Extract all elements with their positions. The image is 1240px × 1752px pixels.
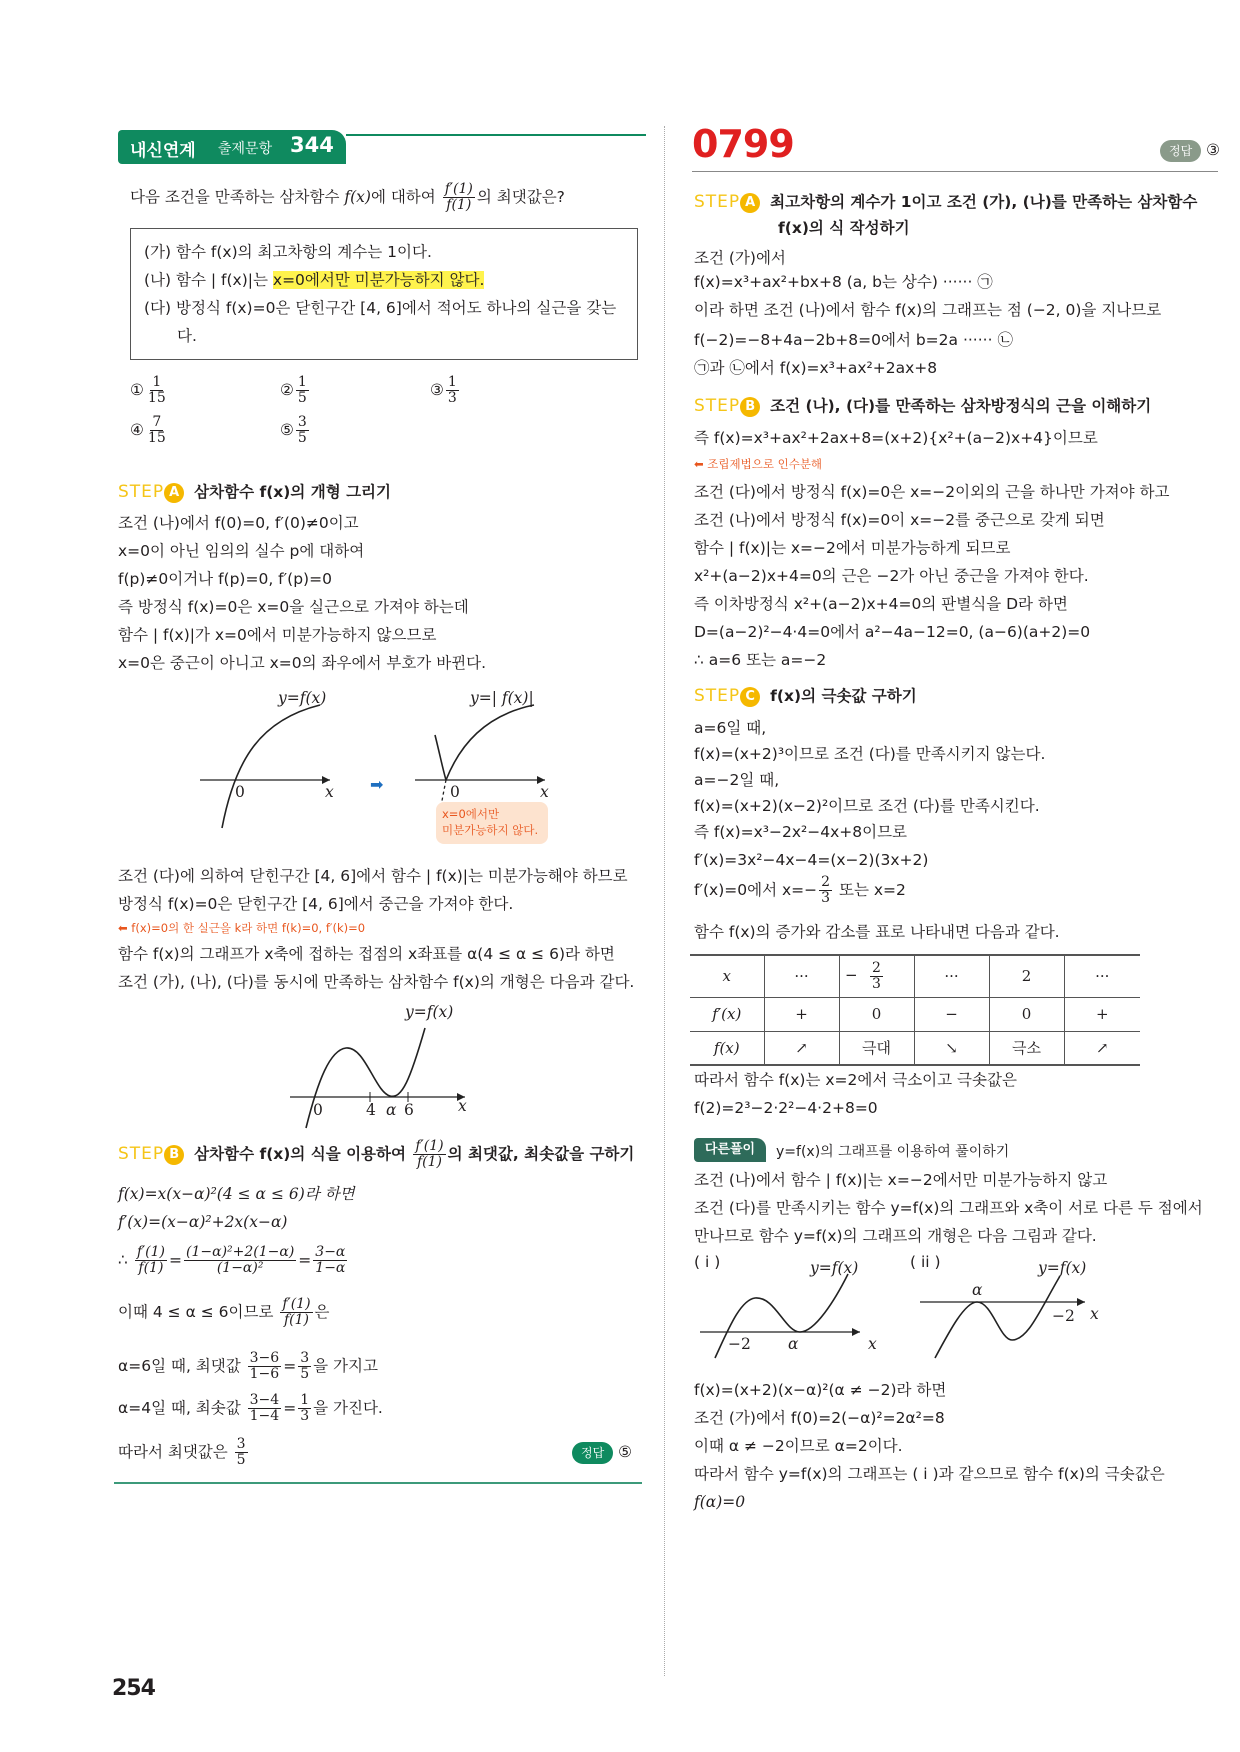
right-step-a-line: 조건 (가)에서 bbox=[694, 249, 786, 267]
graph1-zero-label: 0 bbox=[235, 783, 245, 801]
right-step-c-line: f(x)=(x+2)³이므로 조건 (다)를 만족시키지 않는다. bbox=[694, 745, 1046, 763]
right-step-c-line: f′(x)=3x²−4x−4=(x−2)(3x+2) bbox=[694, 851, 929, 869]
graph2-x-label: x bbox=[540, 783, 549, 801]
case-2-tick-neg2: −2 bbox=[1052, 1307, 1075, 1325]
table-row: f′(x) + 0 − 0 + bbox=[690, 997, 1140, 1031]
left-note: ⬅ f(x)=0의 한 실근을 k라 하면 f(k)=0, f′(k)=0 bbox=[118, 921, 366, 935]
left-step-b-heading: STEP B 삼차함수 f(x)의 식을 이용하여 $\frac{f'(1)}{f(1)}$ 의 최댓값, 최솟값을 구하기 bbox=[118, 1138, 635, 1170]
right-step-b-line: D=(a−2)²−4·4=0에서 a²−4a−12=0, (a−6)(a+2)=0 bbox=[694, 623, 1091, 641]
right-step-b-line: 함수 | f(x)|는 x=−2에서 미분가능하게 되므로 bbox=[694, 539, 1011, 557]
condition-ga: (가) 함수 f(x)의 최고차항의 계수는 1이다. bbox=[144, 243, 432, 261]
left-step-b-ratio: ∴ $\frac{f'(1)}{f(1)}$ = $\frac{\text{(1−α)²+2(1−α)}}{\text{(1−α)²}}$ = $\frac{3-\alpha}{1-\alpha}$ bbox=[118, 1244, 346, 1276]
highlighted-condition: x=0에서만 미분가능하지 않다. bbox=[272, 271, 485, 289]
case-2-graph-label: y=f(x) bbox=[1038, 1259, 1087, 1277]
case-1-tick-neg2: −2 bbox=[728, 1335, 751, 1353]
graph2-zero-label: 0 bbox=[450, 783, 460, 801]
graph3-tick-6: 6 bbox=[404, 1101, 414, 1119]
case-2-x-label: x bbox=[1090, 1305, 1099, 1323]
left-step-a-line: x=0이 아닌 임의의 실수 p에 대하여 bbox=[118, 542, 365, 560]
right-step-c-line: f(x)=(x+2)(x−2)²이므로 조건 (다)를 만족시킨다. bbox=[694, 797, 1040, 815]
banner-rule bbox=[346, 134, 646, 136]
problem-number: 0799 bbox=[692, 122, 794, 166]
increase-decrease-table bbox=[690, 954, 1140, 1066]
condition-da-cont: 다. bbox=[177, 327, 197, 345]
alt-line: 조건 (나)에서 함수 | f(x)|는 x=−2에서만 미분가능하지 않고 bbox=[694, 1171, 1108, 1189]
column-divider bbox=[664, 126, 665, 1676]
left-step-a-heading: STEP A 삼차함수 f(x)의 개형 그리기 bbox=[118, 482, 392, 502]
left-step-a-line: 조건 (가), (나), (다)를 동시에 만족하는 삼차함수 f(x)의 개형은 다음과 같다. bbox=[118, 973, 635, 991]
left-step-b-conclusion: 따라서 최댓값은 $\frac{3}{5}$ bbox=[118, 1436, 246, 1468]
left-bottom-rule bbox=[114, 1482, 642, 1484]
case-1-tick-alpha: α bbox=[788, 1335, 799, 1353]
left-step-a-line: 함수 | f(x)|가 x=0에서 미분가능하지 않으므로 bbox=[118, 626, 437, 644]
alt-line: 만나므로 함수 y=f(x)의 그래프의 개형은 다음 그림과 같다. bbox=[694, 1227, 1097, 1245]
alt-line: f(x)=(x+2)(x−α)²(α ≠ −2)라 하면 bbox=[694, 1381, 947, 1399]
graph2-label: y=| f(x)| bbox=[470, 689, 534, 707]
condition-da: (다) 방정식 f(x)=0은 닫힌구간 [4, 6]에서 적어도 하나의 실근을 갖는 bbox=[144, 299, 617, 317]
banner-prefix: 내신연계 bbox=[130, 141, 196, 161]
right-step-a-line: f(−2)=−8+4a−2b+8=0에서 b=2a ······ ㉡ bbox=[694, 331, 1013, 349]
alt-solution-badge: 다른풀이 bbox=[694, 1138, 766, 1162]
left-step-a-line: 즉 방정식 f(x)=0은 x=0을 실근으로 가져야 하는데 bbox=[118, 598, 469, 616]
right-step-b-line: 조건 (나)에서 방정식 f(x)=0이 x=−2를 중근으로 갖게 되면 bbox=[694, 511, 1105, 529]
choice-5[interactable]: ⑤ $\frac{3}{5}$ bbox=[280, 414, 307, 446]
right-step-b-line: x²+(a−2)x+4=0의 근은 −2가 아닌 중근을 가져야 한다. bbox=[694, 567, 1089, 585]
right-step-c-after: f(2)=2³−2·2²−4·2+8=0 bbox=[694, 1099, 878, 1117]
left-step-b-range: 이때 4 ≤ α ≤ 6이므로 $\frac{f'(1)}{f(1)}$ 은 bbox=[118, 1296, 330, 1328]
answer-value: ⑤ bbox=[618, 1443, 633, 1461]
banner-label: 출제문항 bbox=[218, 141, 273, 157]
right-step-c-line: a=6일 때, bbox=[694, 719, 767, 737]
case-2-label: ( ii ) bbox=[910, 1253, 941, 1271]
right-step-b-line: ∴ a=6 또는 a=−2 bbox=[694, 651, 827, 669]
alt-line: 따라서 함수 y=f(x)의 그래프는 ( i )과 같으므로 함수 f(x)의 극솟값은 bbox=[694, 1465, 1165, 1483]
graph3-tick-4: 4 bbox=[366, 1101, 376, 1119]
choice-1[interactable]: ① $\frac{1}{15}$ bbox=[130, 374, 166, 406]
choice-3[interactable]: ③ $\frac{1}{3}$ bbox=[430, 374, 457, 406]
graph1-x-label: x bbox=[325, 783, 334, 801]
table-row: f(x) ↗ 극대 ↘ 극소 ↗ bbox=[690, 1031, 1140, 1065]
case-1-label: ( i ) bbox=[694, 1253, 721, 1271]
arrow-icon: ➡ bbox=[370, 775, 384, 794]
alt-line: 조건 (다)를 만족시키는 함수 y=f(x)의 그래프와 x축이 서로 다른 두 점에서 bbox=[694, 1199, 1203, 1217]
right-step-c-line: 즉 f(x)=x³−2x²−4x+8이므로 bbox=[694, 823, 908, 841]
right-step-b-heading: STEP B 조건 (나), (다)를 만족하는 삼차방정식의 근을 이해하기 bbox=[694, 396, 1152, 416]
right-step-c-critical: f′(x)=0에서 x=− $\frac{2}{3}$ 또는 x=2 bbox=[694, 874, 906, 906]
left-step-a-line: 조건 (다)에 의하여 닫힌구간 [4, 6]에서 함수 | f(x)|는 미분가능해야 하므로 bbox=[118, 867, 628, 885]
choice-2[interactable]: ② $\frac{1}{5}$ bbox=[280, 374, 307, 406]
table-row: x ··· $\frac{2}{3}$ ··· 2 ··· bbox=[690, 955, 1140, 997]
case-1-x-label: x bbox=[868, 1335, 877, 1353]
right-step-c-line: a=−2일 때, bbox=[694, 771, 780, 789]
right-step-a-line: ㉠과 ㉡에서 f(x)=x³+ax²+2ax+8 bbox=[694, 359, 938, 377]
banner-number: 344 bbox=[290, 133, 334, 157]
alt-line: 이때 α ≠ −2이므로 α=2이다. bbox=[694, 1437, 903, 1455]
right-step-a-heading: STEP A 최고차항의 계수가 1이고 조건 (가), (나)를 만족하는 삼차함수 bbox=[694, 192, 1198, 212]
condition-na: (나) 함수 | f(x)|는 x=0에서만 미분가능하지 않다. bbox=[144, 271, 485, 289]
left-step-a-line: 함수 f(x)의 그래프가 x축에 접하는 접점의 x좌표를 α(4 ≤ α ≤ 6)라 하면 bbox=[118, 945, 615, 963]
case-1-graph-label: y=f(x) bbox=[810, 1259, 859, 1277]
right-step-b-line: 즉 f(x)=x³+ax²+2ax+8=(x+2){x²+(a−2)x+4}이므로 bbox=[694, 429, 1098, 447]
right-step-b-line: 조건 (다)에서 방정식 f(x)=0은 x=−2이외의 근을 하나만 가져야 하고 bbox=[694, 483, 1170, 501]
left-step-a-line: f(p)≠0이거나 f(p)=0, f′(p)=0 bbox=[118, 570, 332, 588]
left-step-b-line: f(x)=x(x−α)²(4 ≤ α ≤ 6)라 하면 bbox=[118, 1185, 355, 1203]
minus-sign: − bbox=[845, 966, 858, 984]
answer-badge: 정답 bbox=[572, 1442, 613, 1464]
graph3-tick-alpha: α bbox=[386, 1101, 397, 1119]
alt-line: f(α)=0 bbox=[694, 1493, 746, 1511]
left-step-a-line: 조건 (나)에서 f(0)=0, f′(0)≠0이고 bbox=[118, 514, 359, 532]
right-step-c-heading: STEP C f(x)의 극솟값 구하기 bbox=[694, 686, 917, 706]
left-step-a-line: x=0은 중근이 아니고 x=0의 좌우에서 부호가 바뀐다. bbox=[118, 654, 487, 672]
case-2-tick-alpha: α bbox=[972, 1281, 983, 1299]
left-step-a-line: 방정식 f(x)=0은 닫힌구간 [4, 6]에서 중근을 가져야 한다. bbox=[118, 895, 514, 913]
right-step-a-line: f(x)=x³+ax²+bx+8 (a, b는 상수) ······ ㉠ bbox=[694, 273, 993, 291]
section-banner bbox=[118, 130, 346, 164]
right-step-c-after: 따라서 함수 f(x)는 x=2에서 극소이고 극솟값은 bbox=[694, 1071, 1017, 1089]
right-step-a-line: 이라 하면 조건 (나)에서 함수 f(x)의 그래프는 점 (−2, 0)을 지나므로 bbox=[694, 301, 1162, 319]
left-step-b-min: α=4일 때, 최솟값 $\frac{3-4}{1-4}$ = $\frac{1}{3}$ 을 가진다. bbox=[118, 1392, 383, 1424]
left-step-b-max: α=6일 때, 최댓값 $\frac{3-6}{1-6}$ = $\frac{3}{5}$ 을 가지고 bbox=[118, 1350, 378, 1382]
question-text: 다음 조건을 만족하는 삼차함수 f(x)에 대하여 $\frac{f'(1)}{f(1)}$ 의 최댓값은? bbox=[130, 181, 565, 213]
answer-value: ③ bbox=[1206, 141, 1221, 159]
graph3-x-label: x bbox=[458, 1097, 467, 1115]
graph1-label: y=f(x) bbox=[278, 689, 327, 707]
right-header-rule bbox=[692, 171, 1218, 172]
left-answer bbox=[572, 1442, 632, 1464]
graph3-tick-0: 0 bbox=[313, 1101, 323, 1119]
answer-badge: 정답 bbox=[1160, 140, 1201, 162]
right-note: ⬅ 조립제법으로 인수분해 bbox=[694, 457, 823, 471]
right-step-a-heading-cont: f(x)의 식 작성하기 bbox=[778, 219, 910, 237]
right-step-c-line: 함수 f(x)의 증가와 감소를 표로 나타내면 다음과 같다. bbox=[694, 923, 1060, 941]
choice-4[interactable]: ④ $\frac{7}{15}$ bbox=[130, 414, 166, 446]
left-step-b-line: f′(x)=(x−α)²+2x(x−α) bbox=[118, 1213, 288, 1231]
right-step-b-line: 즉 이차방정식 x²+(a−2)x+4=0의 판별식을 D라 하면 bbox=[694, 595, 1068, 613]
alt-solution-title: y=f(x)의 그래프를 이용하여 풀이하기 bbox=[776, 1144, 1010, 1160]
alt-line: 조건 (가)에서 f(0)=2(−α)²=2α²=8 bbox=[694, 1409, 945, 1427]
graph3-label: y=f(x) bbox=[405, 1003, 454, 1021]
right-answer bbox=[1160, 140, 1220, 162]
page-number: 254 bbox=[112, 1676, 155, 1701]
callout-bubble: x=0에서만 미분가능하지 않다. bbox=[436, 802, 548, 844]
